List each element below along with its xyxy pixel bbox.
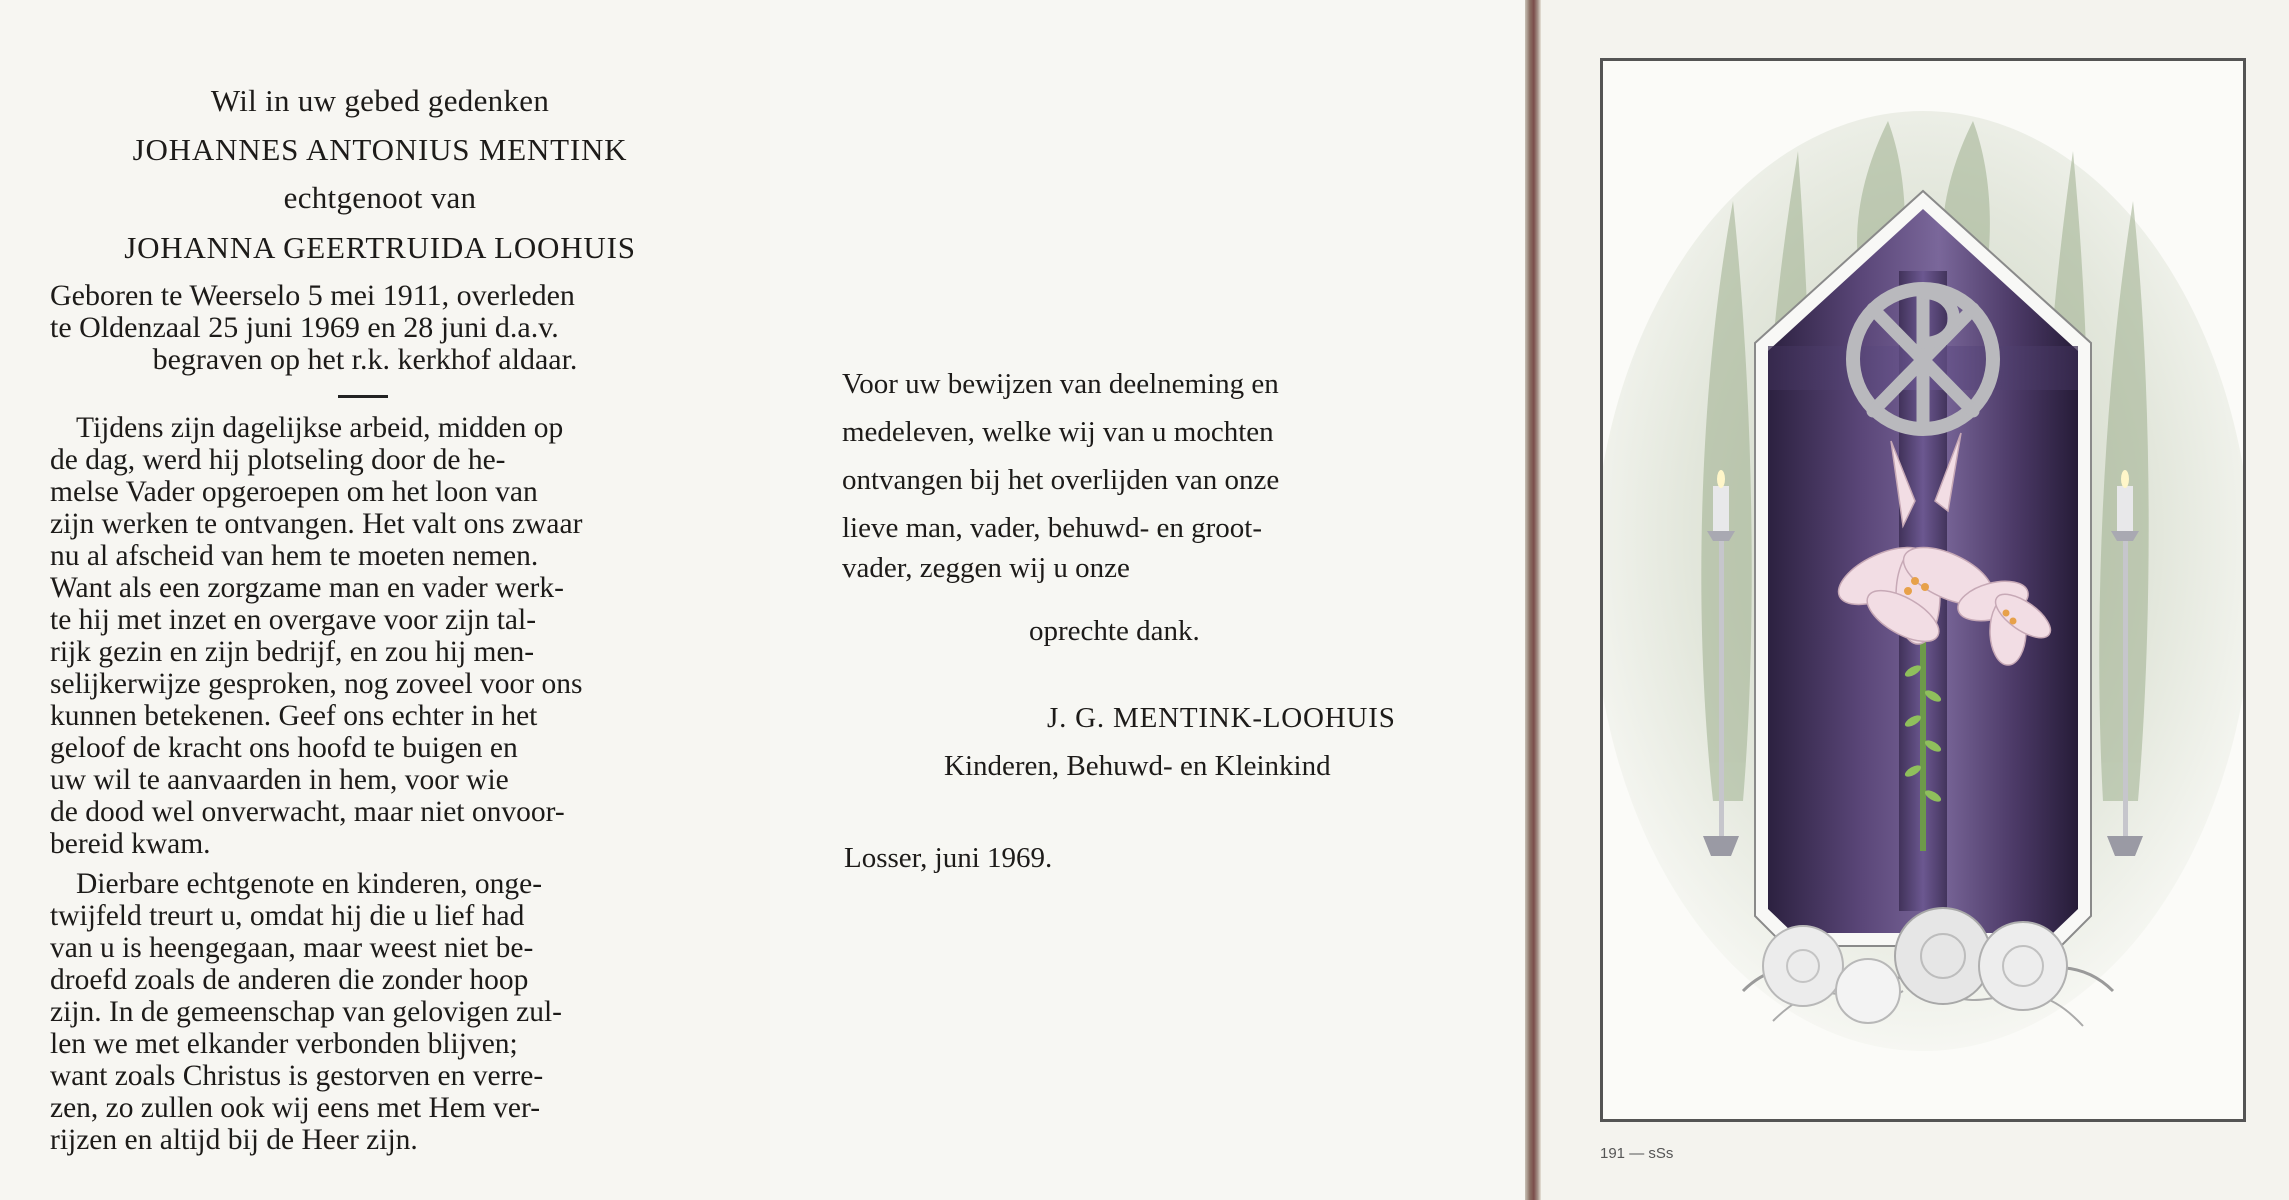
paragraph-line: Tijdens zijn dagelijkse arbeid, midden op: [76, 412, 564, 444]
signature-name: J. G. MENTINK-LOOHUIS: [1047, 702, 1396, 734]
paragraph-line: melse Vader opgeroepen om het loon van: [50, 476, 538, 508]
paragraph-line: want zoals Christus is gestorven en verre-: [50, 1060, 544, 1092]
bio-line: Geboren te Weerselo 5 mei 1911, overleden: [50, 279, 575, 312]
paragraph-line: zijn. In de gemeenschap van gelovigen zul-: [50, 996, 562, 1028]
deceased-name: JOHANNES ANTONIUS MENTINK: [132, 132, 628, 167]
separator-dash: [338, 395, 388, 398]
paragraph-line: uw wil te aanvaarden in hem, voor wie: [50, 764, 509, 796]
paragraph-line: Dierbare echtgenote en kinderen, onge-: [76, 868, 543, 900]
image-frame: [1600, 58, 2246, 1122]
family-signature: Kinderen, Behuwd- en Kleinkind: [944, 750, 1331, 782]
card-fold-edge: [1525, 0, 1541, 1200]
thanks-line: lieve man, vader, behuwd- en groot-: [842, 512, 1262, 544]
paragraph-line: rijk gezin en zijn bedrijf, en zou hij men-: [50, 636, 535, 668]
paragraph-line: van u is heengegaan, maar weest niet be-: [50, 932, 534, 964]
thanks-line: medeleven, welke wij van u mochten: [842, 416, 1274, 448]
paragraph-line: kunnen betekenen. Geef ons echter in het: [50, 700, 538, 732]
middle-text-panel: [770, 0, 1525, 1200]
paragraph-line: len we met elkander verbonden blijven;: [50, 1028, 518, 1060]
paragraph-line: nu al afscheid van hem te moeten nemen.: [50, 540, 539, 572]
paragraph-line: zen, zo zullen ook wij eens met Hem ver-: [50, 1092, 541, 1124]
paragraph-line: de dag, werd hij plotseling door de he-: [50, 444, 506, 476]
paragraph-line: rijzen en altijd bij de Heer zijn.: [50, 1124, 418, 1156]
paragraph-line: bereid kwam.: [50, 828, 211, 860]
thanks-line: vader, zeggen wij u onze: [842, 552, 1130, 584]
relation-line: echtgenoot van: [283, 180, 477, 215]
prayer-request-line: Wil in uw gebed gedenken: [210, 83, 550, 118]
closing-thanks: oprechte dank.: [1029, 615, 1200, 647]
spouse-name: JOHANNA GEERTRUIDA LOOHUIS: [124, 230, 636, 265]
paragraph-line: de dood wel onverwacht, maar niet onvoor-: [50, 796, 565, 828]
paragraph-line: selijkerwijze gesproken, nog zoveel voor ons: [50, 668, 583, 700]
thanks-line: Voor uw bewijzen van deelneming en: [842, 368, 1279, 400]
place-date: Losser, juni 1969.: [844, 842, 1053, 874]
thanks-line: ontvangen bij het overlijden van onze: [842, 464, 1280, 496]
bio-line: te Oldenzaal 25 juni 1969 en 28 juni d.a.v.: [50, 311, 559, 344]
paragraph-line: te hij met inzet en overgave voor zijn tal-: [50, 604, 537, 636]
paragraph-line: zijn werken te ontvangen. Het valt ons zwaar: [50, 508, 583, 540]
paragraph-line: Want als een zorgzame man en vader werk-: [50, 572, 564, 604]
print-code: 191 — sSs: [1600, 1145, 1674, 1162]
paragraph-line: twijfeld treurt u, omdat hij die u lief had: [50, 900, 525, 932]
bio-line: begraven op het r.k. kerkhof aldaar.: [152, 343, 578, 376]
devotional-illustration: [1603, 61, 2243, 1119]
paragraph-line: geloof de kracht ons hoofd te buigen en: [50, 732, 518, 764]
paragraph-line: droefd zoals de anderen die zonder hoop: [50, 964, 529, 996]
